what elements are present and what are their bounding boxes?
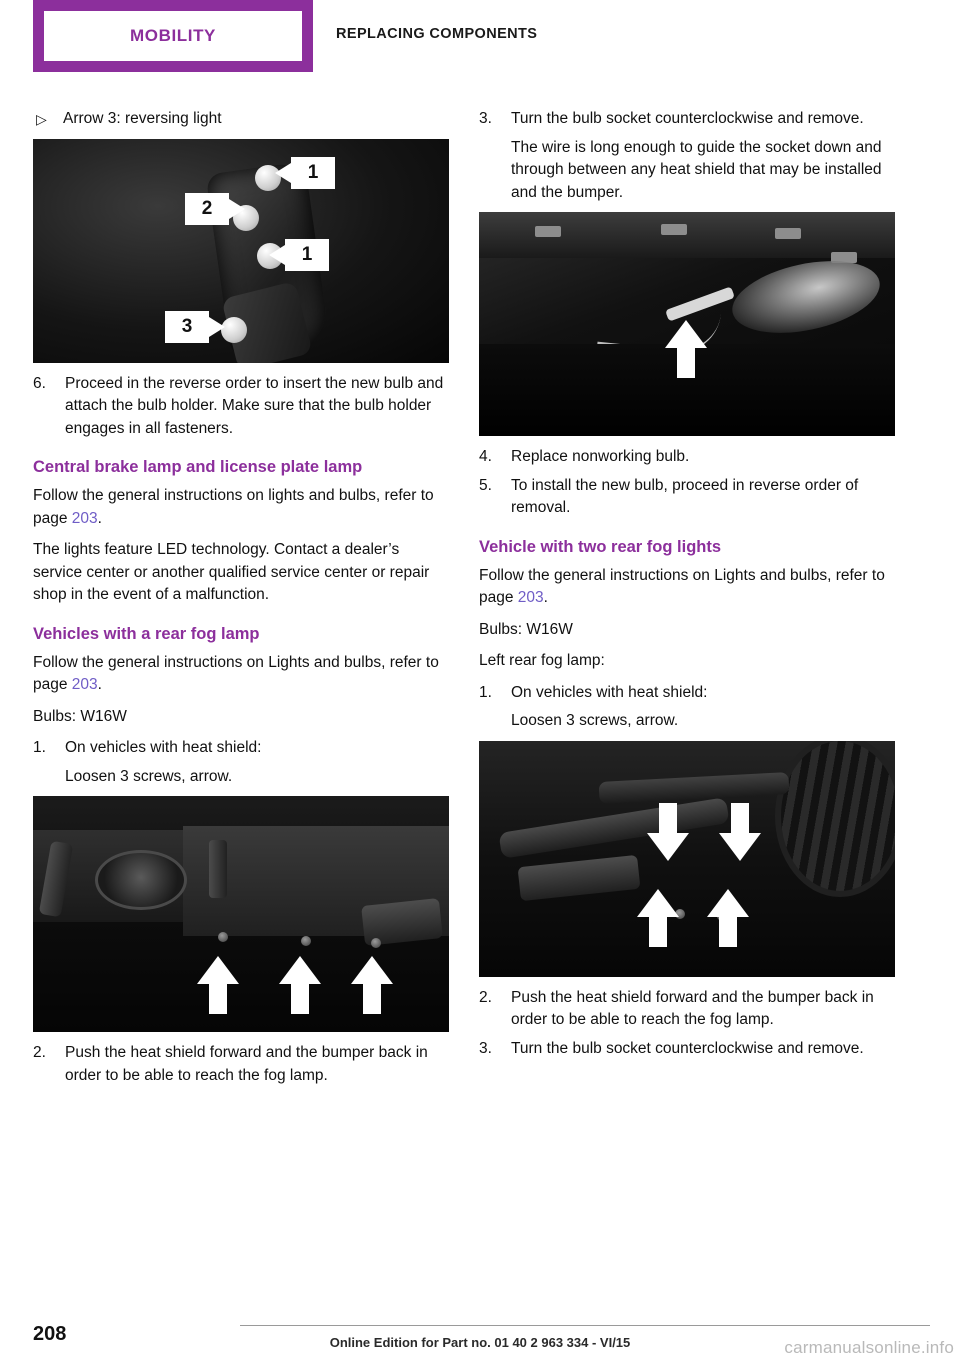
left-step-2 — [33, 1042, 449, 1087]
para-two-fog — [479, 565, 895, 610]
left-step-1 — [33, 737, 449, 760]
chapter-tab-label: MOBILITY — [129, 26, 216, 45]
bullet-arrow3 — [33, 108, 449, 131]
step-marker: 2. — [479, 988, 492, 1006]
right-step-4 — [479, 446, 895, 469]
step-text: Proceed in the reverse order to insert the new bulb and attach the bulb holder. Make sure that the bulb holder engages in all fasteners. — [65, 374, 444, 437]
clip — [775, 228, 801, 239]
section-title: REPLACING COMPONENTS — [336, 26, 538, 42]
arrow-up-icon — [665, 320, 707, 378]
clip — [535, 226, 561, 237]
para-fog-pre: Follow the general instructions on Lights and bulbs, refer to page — [33, 653, 439, 693]
step-text: Turn the bulb socket counterclockwise and remove. — [511, 110, 864, 127]
step-text: Turn the bulb socket counterclockwise and remove. — [511, 1039, 864, 1057]
bulbs-line-right: Bulbs: W16W — [479, 620, 573, 638]
para-central-1-post: . — [97, 509, 102, 527]
screw — [301, 936, 311, 946]
para-two-fog-pre: Follow the general instructions on Lights and bulbs, refer to page — [479, 566, 885, 606]
page-reference[interactable]: 203 — [71, 509, 98, 527]
edition-note: Online Edition for Part no. 01 40 2 963 334 - VI/15 — [329, 1335, 631, 1350]
right-step-3 — [479, 108, 895, 131]
heading-central-brake-lamp: Central brake lamp and license plate lamp — [33, 458, 363, 476]
para-central-2: The lights feature LED technology. Contact a dealer’s service center or another qualified service center or repair shop in the event of a malfunction. — [33, 541, 430, 603]
chapter-tab — [33, 0, 313, 72]
figure-bulb-socket — [479, 212, 895, 436]
arrow-up-icon — [707, 889, 749, 947]
step-marker: 3. — [479, 1039, 492, 1057]
clip — [661, 224, 687, 235]
step-text: Push the heat shield forward and the bumper back in order to be able to reach the fog lamp. — [511, 988, 874, 1028]
step-text: On vehicles with heat shield: — [65, 739, 262, 756]
heading-two-rear-fog-lights: Vehicle with two rear fog lights — [479, 537, 722, 556]
figure-heat-shield — [33, 796, 449, 1032]
page-header — [33, 0, 537, 72]
right-step-1 — [479, 682, 895, 705]
left-column — [33, 108, 449, 1093]
page-reference[interactable]: 203 — [517, 589, 544, 606]
round-vent — [95, 850, 187, 910]
step-marker: 1. — [33, 739, 46, 756]
screw — [371, 938, 381, 948]
left-rear-fog-lamp-line: Left rear fog lamp: — [479, 652, 605, 669]
step-6 — [33, 373, 449, 441]
figure-bulb-holder — [33, 139, 449, 363]
step-text: On vehicles with heat shield: — [511, 683, 708, 701]
tire — [775, 741, 895, 897]
figure-underbody-wheel — [479, 741, 895, 977]
left-step-1-sub: Loosen 3 screws, arrow. — [65, 767, 233, 785]
arrow-up-icon — [351, 956, 393, 1014]
step-marker: 6. — [33, 374, 46, 392]
right-step-5 — [479, 475, 895, 520]
step-marker: 5. — [479, 476, 492, 494]
step-marker: 4. — [479, 448, 492, 465]
pipe — [209, 840, 227, 898]
para-central-1-pre: Follow the general instructions on lights and bulbs, refer to page — [33, 487, 434, 527]
step-text: Replace nonworking bulb. — [511, 448, 690, 465]
right-step-3-sub: The wire is long enough to guide the socket down and through between any heat shield that may be installed and the bumper. — [511, 138, 882, 201]
bullet-text: Arrow 3: reversing light — [63, 110, 222, 127]
para-fog — [33, 652, 449, 697]
arrow-down-icon — [719, 803, 761, 861]
step-text: To install the new bulb, proceed in reverse order of removal. — [511, 476, 859, 516]
callout-label: 1 — [291, 157, 335, 189]
footer-divider — [240, 1325, 930, 1326]
callout-label: 1 — [285, 239, 329, 271]
right-step-2 — [479, 987, 895, 1032]
screw — [218, 932, 228, 942]
bulbs-line-left: Bulbs: W16W — [33, 707, 127, 725]
right-column — [479, 108, 895, 1066]
page-reference[interactable]: 203 — [71, 676, 98, 693]
arrow-up-icon — [279, 956, 321, 1014]
arrow-up-icon — [197, 956, 239, 1014]
right-step-3b — [479, 1038, 895, 1061]
step-marker: 1. — [479, 683, 492, 701]
right-step-1-sub: Loosen 3 screws, arrow. — [511, 712, 679, 729]
callout-label: 2 — [185, 193, 229, 225]
page-footer — [0, 1304, 960, 1362]
page-number: 208 — [33, 1323, 67, 1345]
arrow-down-icon — [647, 803, 689, 861]
arrow-up-icon — [637, 889, 679, 947]
watermark: carmanualsonline.info — [784, 1338, 954, 1357]
callout-label: 3 — [165, 311, 209, 343]
step-marker: 3. — [479, 110, 492, 127]
bullet-marker: ▷ — [36, 111, 47, 127]
para-central-1 — [33, 485, 449, 530]
para-fog-post: . — [97, 676, 102, 693]
step-text: Push the heat shield forward and the bumper back in order to be able to reach the fog lamp. — [65, 1044, 428, 1084]
para-two-fog-post: . — [543, 589, 548, 606]
step-marker: 2. — [33, 1044, 46, 1061]
heading-rear-fog-lamp: Vehicles with a rear fog lamp — [33, 624, 260, 643]
